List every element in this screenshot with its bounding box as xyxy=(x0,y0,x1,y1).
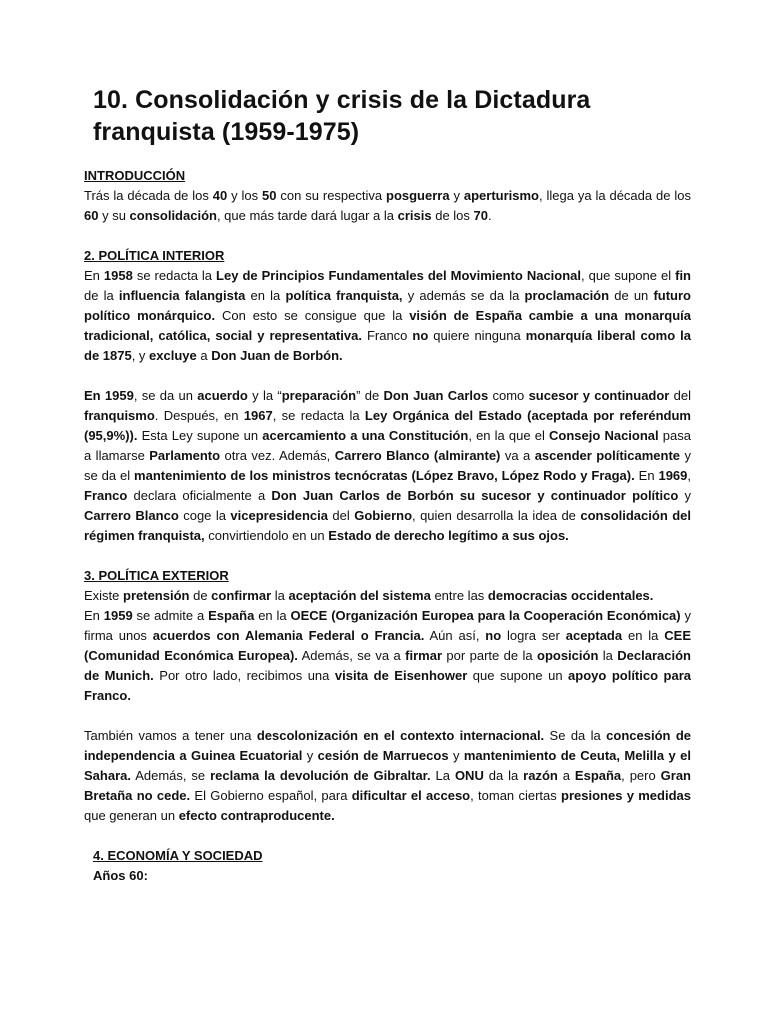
bold-text: consolidación del régimen franquista, xyxy=(84,508,691,543)
text-run: En xyxy=(634,468,659,483)
bold-text: sucesor y continuador xyxy=(528,388,670,403)
bold-text: acuerdos con Alemania Federal o Francia. xyxy=(152,628,425,643)
section xyxy=(84,846,691,886)
bold-text: confirmar xyxy=(211,588,272,603)
bold-text: cesión de Marruecos xyxy=(317,748,449,763)
bold-text: Don Juan Carlos de Borbón su sucesor y continuador político xyxy=(271,488,679,503)
bold-text: efecto contraproducente. xyxy=(178,808,335,823)
bold-text: excluye xyxy=(149,348,197,363)
text-run: En xyxy=(84,268,104,283)
bold-text: aceptada xyxy=(565,628,623,643)
bold-text: política franquista, xyxy=(285,288,403,303)
paragraph xyxy=(84,726,691,826)
text-run: en la xyxy=(622,628,665,643)
bold-text: ascender políticamente xyxy=(534,448,681,463)
bold-text: Gobierno xyxy=(354,508,413,523)
bold-text: pretensión xyxy=(123,588,190,603)
bold-text: Declaración de Munich. xyxy=(84,648,691,683)
bold-text: futuro político monárquico. xyxy=(84,288,691,323)
section-heading: 3. POLÍTICA EXTERIOR xyxy=(84,568,229,583)
bold-text: Ley de Principios Fundamentales del Movimiento Nacional xyxy=(216,268,582,283)
text-run: y su xyxy=(98,208,130,223)
bold-text: razón xyxy=(523,768,558,783)
text-run: que generan un xyxy=(84,808,179,823)
bold-text: no xyxy=(412,328,429,343)
bold-text: firmar xyxy=(405,648,443,663)
bold-text: 1959 xyxy=(103,608,133,623)
text-run: y la “ xyxy=(247,388,282,403)
bold-text: aperturismo xyxy=(463,188,539,203)
section xyxy=(84,166,691,226)
text-run: de la xyxy=(84,288,119,303)
text-run: Existe xyxy=(84,588,124,603)
text-run: logra ser xyxy=(501,628,566,643)
paragraph xyxy=(84,186,691,226)
bold-text: no xyxy=(485,628,502,643)
text-run: y firma unos xyxy=(84,608,691,643)
text-run: Trás la década de los xyxy=(84,188,213,203)
bold-text: posguerra xyxy=(386,188,450,203)
text-run: ” de xyxy=(356,388,384,403)
bold-text: Don Juan de Borbón. xyxy=(211,348,343,363)
bold-text: 1969 xyxy=(658,468,688,483)
bold-text: preparación xyxy=(281,388,357,403)
section xyxy=(84,246,691,546)
text-run: y xyxy=(302,748,318,763)
text-run: Franco xyxy=(361,328,413,343)
section-heading: 2. POLÍTICA INTERIOR xyxy=(84,248,225,263)
text-run: , toman ciertas xyxy=(470,788,562,803)
text-run: En xyxy=(84,608,104,623)
bold-text: 40 xyxy=(212,188,228,203)
text-run: quiere ninguna xyxy=(428,328,526,343)
bold-text: 60 xyxy=(84,208,99,223)
bold-text: monarquía liberal como la de 1875 xyxy=(84,328,691,363)
text-run: y xyxy=(448,748,464,763)
bold-text: España xyxy=(574,768,622,783)
text-run: la xyxy=(598,648,618,663)
bold-text: crisis xyxy=(397,208,432,223)
bold-text: Don Juan Carlos xyxy=(383,388,489,403)
text-run: por parte de la xyxy=(442,648,537,663)
text-run: Aún así, xyxy=(424,628,486,643)
text-run: La xyxy=(430,768,455,783)
bold-text: acuerdo xyxy=(197,388,248,403)
text-run: del xyxy=(669,388,692,403)
bold-text: Gran Bretaña no cede. xyxy=(84,768,691,803)
paragraph xyxy=(84,266,691,366)
bold-text: 50 xyxy=(262,188,277,203)
bold-text: Carrero Blanco (almirante) xyxy=(334,448,501,463)
section-subheading: Años 60: xyxy=(93,868,148,883)
bold-text: 1967 xyxy=(243,408,273,423)
text-run: , se redacta la xyxy=(272,408,365,423)
text-run: Con esto se consigue que la xyxy=(215,308,410,323)
text-run: El Gobierno español, para xyxy=(190,788,352,803)
bold-text: dificultar el acceso xyxy=(351,788,471,803)
bold-text: presiones y medidas xyxy=(561,788,691,803)
bold-text: vicepresidencia xyxy=(230,508,328,523)
text-run: declara oficialmente a xyxy=(127,488,272,503)
paragraph xyxy=(84,586,691,706)
text-run: y además se da la xyxy=(402,288,525,303)
bold-text: 70 xyxy=(473,208,488,223)
bold-text: España xyxy=(208,608,255,623)
text-run: , xyxy=(687,468,692,483)
text-run: , llega ya la década de los xyxy=(539,188,691,203)
bold-text: proclamación xyxy=(524,288,610,303)
bold-text: consolidación xyxy=(129,208,217,223)
bold-text: 1958 xyxy=(103,268,133,283)
text-run: se admite a xyxy=(132,608,209,623)
bold-text: Carrero Blanco xyxy=(84,508,179,523)
bold-text: reclama la devolución de Gibraltar. xyxy=(210,768,431,783)
text-run: de xyxy=(189,588,212,603)
section xyxy=(84,566,691,826)
text-run: entre las xyxy=(430,588,488,603)
bold-text: oposición xyxy=(537,648,599,663)
text-run: en la xyxy=(254,608,291,623)
document-title: 10. Consolidación y crisis de la Dictadura franquista (1959-1975) xyxy=(93,86,591,146)
bold-text: fin xyxy=(675,268,691,283)
bold-text: mantenimiento de los ministros tecnócratas (López Bravo, López Rodo y Fraga). xyxy=(134,468,635,483)
bold-text: descolonización en el contexto internacional. xyxy=(256,728,545,743)
document-body xyxy=(84,166,691,886)
text-run: va a xyxy=(500,448,535,463)
text-run: . Después, en xyxy=(154,408,244,423)
bold-text: Estado de derecho legítimo a sus ojos. xyxy=(328,528,569,543)
bold-text: Parlamento xyxy=(149,448,221,463)
text-run: da la xyxy=(483,768,524,783)
text-run: , quien desarrolla la idea de xyxy=(412,508,581,523)
bold-text: OECE (Organización Europea para la Cooperación Económica) xyxy=(290,608,681,623)
text-run: Por otro lado, recibimos una xyxy=(153,668,335,683)
text-run: de los xyxy=(431,208,474,223)
text-run: Se da la xyxy=(544,728,607,743)
bold-text: influencia falangista xyxy=(118,288,246,303)
text-run: . xyxy=(488,208,492,223)
bold-text: acercamiento a una Constitución xyxy=(262,428,469,443)
text-run: Además, se va a xyxy=(297,648,406,663)
text-run: y los xyxy=(227,188,263,203)
text-run: , y xyxy=(131,348,150,363)
text-run: convirtiendolo en un xyxy=(204,528,329,543)
text-run: a xyxy=(557,768,575,783)
bold-text: visita de Eisenhower xyxy=(334,668,468,683)
bold-text: En 1959 xyxy=(84,388,134,403)
text-run: se redacta la xyxy=(132,268,217,283)
section-heading: 4. ECONOMÍA Y SOCIEDAD xyxy=(93,848,263,863)
text-run: Además, se xyxy=(130,768,211,783)
text-run: coge la xyxy=(178,508,231,523)
bold-text: Consejo Nacional xyxy=(549,428,659,443)
text-run: la xyxy=(271,588,289,603)
bold-text: franquismo xyxy=(84,408,155,423)
bold-text: mantenimiento de Ceuta, Melilla y el Sahara. xyxy=(84,748,691,783)
text-run: , se da un xyxy=(133,388,198,403)
text-run: y se da el xyxy=(84,448,691,483)
bold-text: CEE (Comunidad Económica Europea). xyxy=(84,628,691,663)
bold-text: aceptación del sistema xyxy=(288,588,431,603)
bold-text: apoyo político para Franco. xyxy=(84,668,691,703)
text-run: a xyxy=(196,348,212,363)
bold-text: democracias occidentales. xyxy=(487,588,654,603)
text-run: También vamos a tener una xyxy=(84,728,257,743)
text-run: otra vez. Además, xyxy=(220,448,335,463)
section-heading: INTRODUCCIÓN xyxy=(84,168,186,183)
text-run: , pero xyxy=(621,768,661,783)
text-run: Esta Ley supone un xyxy=(137,428,263,443)
text-run: que supone un xyxy=(467,668,569,683)
text-run: con su respectiva xyxy=(276,188,386,203)
bold-text: concesión de independencia a Guinea Ecuatorial xyxy=(84,728,691,763)
bold-text: Ley Orgánica del Estado (aceptada por referéndum (95,9%)). xyxy=(84,408,691,443)
bold-text: Franco xyxy=(84,488,128,503)
text-run: y xyxy=(449,188,464,203)
text-run: pasa a llamarse xyxy=(84,428,691,463)
text-run: , que supone el xyxy=(581,268,676,283)
bold-text: visión de España cambie a una monarquía tradicional, católica, social y representativa. xyxy=(84,308,692,343)
text-run: , que más tarde dará lugar a la xyxy=(216,208,398,223)
paragraph xyxy=(84,386,691,546)
text-run: del xyxy=(327,508,355,523)
text-run: de un xyxy=(609,288,654,303)
text-run: como xyxy=(488,388,529,403)
text-run: en la xyxy=(245,288,286,303)
text-run: y xyxy=(678,488,692,503)
bold-text: ONU xyxy=(454,768,484,783)
text-run: , en la que el xyxy=(468,428,550,443)
